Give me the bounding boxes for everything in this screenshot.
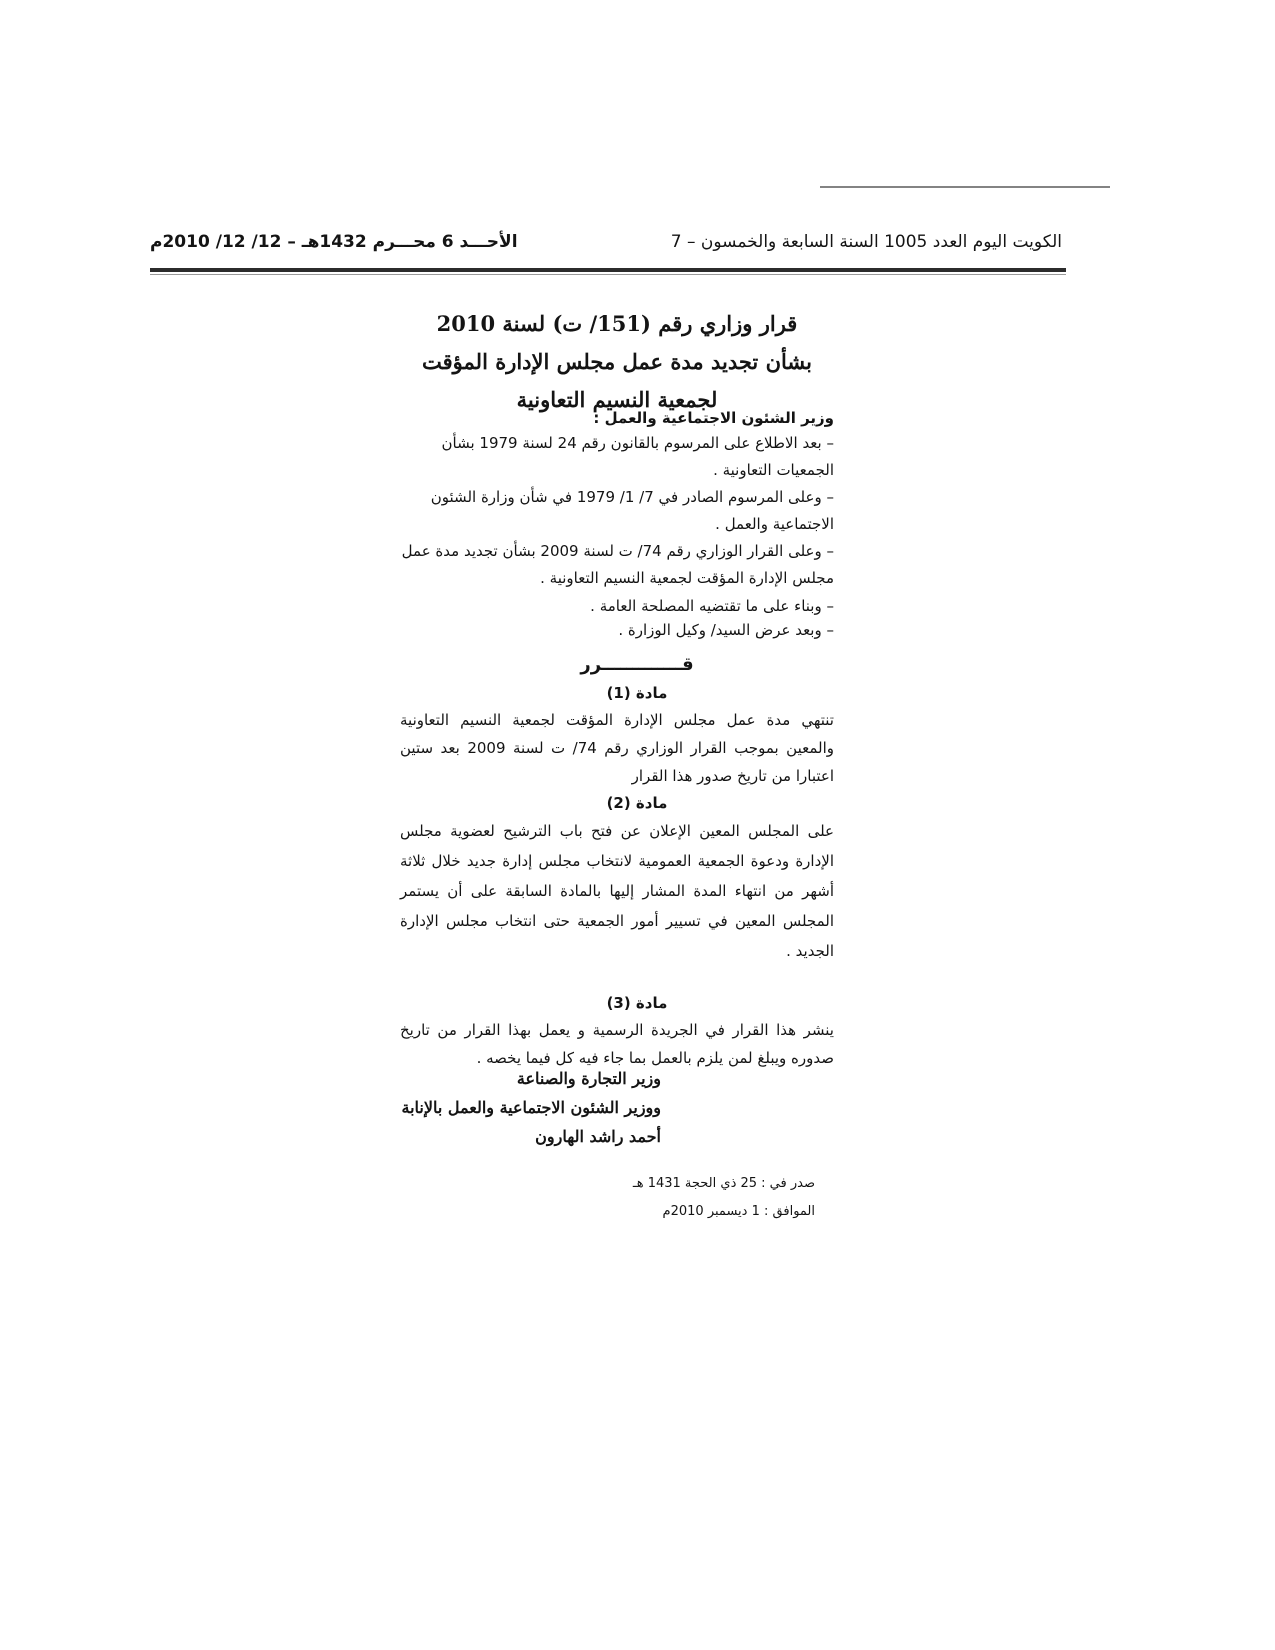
issued-hijri-date: صدر في : 25 ذي الحجة 1431 هـ: [632, 1176, 815, 1191]
gazette-header: [150, 232, 1062, 262]
article-2-text: على المجلس المعين الإعلان عن فتح باب الترشيح لعضوية مجلس الإدارة ودعوة الجمعية العمومية لانتخاب مجلس إدارة جديد خلال ثلاثة أشهر من انتهاء المدة المشار إليها بالمادة السابقة على أن يستمر المجلس المعين في تسيير أمور الجمعية حتى انتخاب مجلس الإدارة الجديد .: [400, 822, 834, 960]
preamble-item-2: – وعلى المرسوم الصادر في 7/ 1/ 1979 في شأن وزارة الشئون الاجتماعية والعمل .: [430, 488, 834, 533]
decree-title: [400, 305, 834, 419]
signature-title-1: وزير التجارة والصناعة: [516, 1069, 661, 1088]
preamble-item-4: – وبناء على ما تقتضيه المصلحة العامة .: [590, 597, 834, 615]
decree-title-line-1: قرار وزاري رقم (151/ ت) لسنة 2010: [436, 311, 798, 336]
decree-word: قـــــــــــــرر: [580, 654, 694, 675]
article-3-text: ينشر هذا القرار في الجريدة الرسمية و يعمل بهذا القرار من تاريخ صدوره ويبلغ لمن يلزم بالعمل بما جاء فيه كل فيما يخصه .: [400, 1021, 834, 1067]
decree-title-line-3: لجمعية النسيم التعاونية: [516, 387, 718, 412]
header-rule: [150, 268, 1066, 272]
signature-block: [400, 1064, 661, 1151]
issued-gregorian-date: الموافق : 1 ديسمبر 2010م: [662, 1204, 815, 1219]
issue-date-block: [560, 1170, 815, 1226]
decree-title-line-2: بشأن تجديد مدة عمل مجلس الإدارة المؤقت: [422, 349, 812, 374]
issuer-line: وزير الشئون الاجتماعية والعمل :: [593, 409, 834, 427]
article-3-heading: مادة (3): [606, 994, 668, 1012]
decree-body: [400, 406, 834, 1072]
date-line: الأحـــد 6 محـــرم 1432هـ – 12/ 12/ 2010م: [150, 232, 518, 252]
article-2-heading: مادة (2): [606, 794, 668, 812]
preamble-item-5: – وبعد عرض السيد/ وكيل الوزارة .: [618, 621, 834, 639]
preamble-item-1: – بعد الاطلاع على المرسوم بالقانون رقم 24 لسنة 1979 بشأن الجمعيات التعاونية .: [441, 434, 834, 479]
issue-line: الكويت اليوم العدد 1005 السنة السابعة والخمسون – 7: [670, 232, 1062, 252]
top-rule: [820, 186, 1110, 188]
signatory-name: أحمد راشد الهارون: [535, 1127, 661, 1146]
article-1-heading: مادة (1): [606, 684, 668, 702]
preamble-item-3: – وعلى القرار الوزاري رقم 74/ ت لسنة 2009 بشأن تجديد مدة عمل مجلس الإدارة المؤقت لجمعية النسيم التعاونية .: [401, 542, 834, 587]
signature-title-2: ووزير الشئون الاجتماعية والعمل بالإنابة: [401, 1098, 661, 1117]
article-1-text: تنتهي مدة عمل مجلس الإدارة المؤقت لجمعية النسيم التعاونية والمعين بموجب القرار الوزاري رقم 74/ ت لسنة 2009 بعد ستين اعتبارا من تاريخ صدور هذا القرار: [400, 711, 834, 785]
header-rule-thin: [150, 274, 1066, 275]
